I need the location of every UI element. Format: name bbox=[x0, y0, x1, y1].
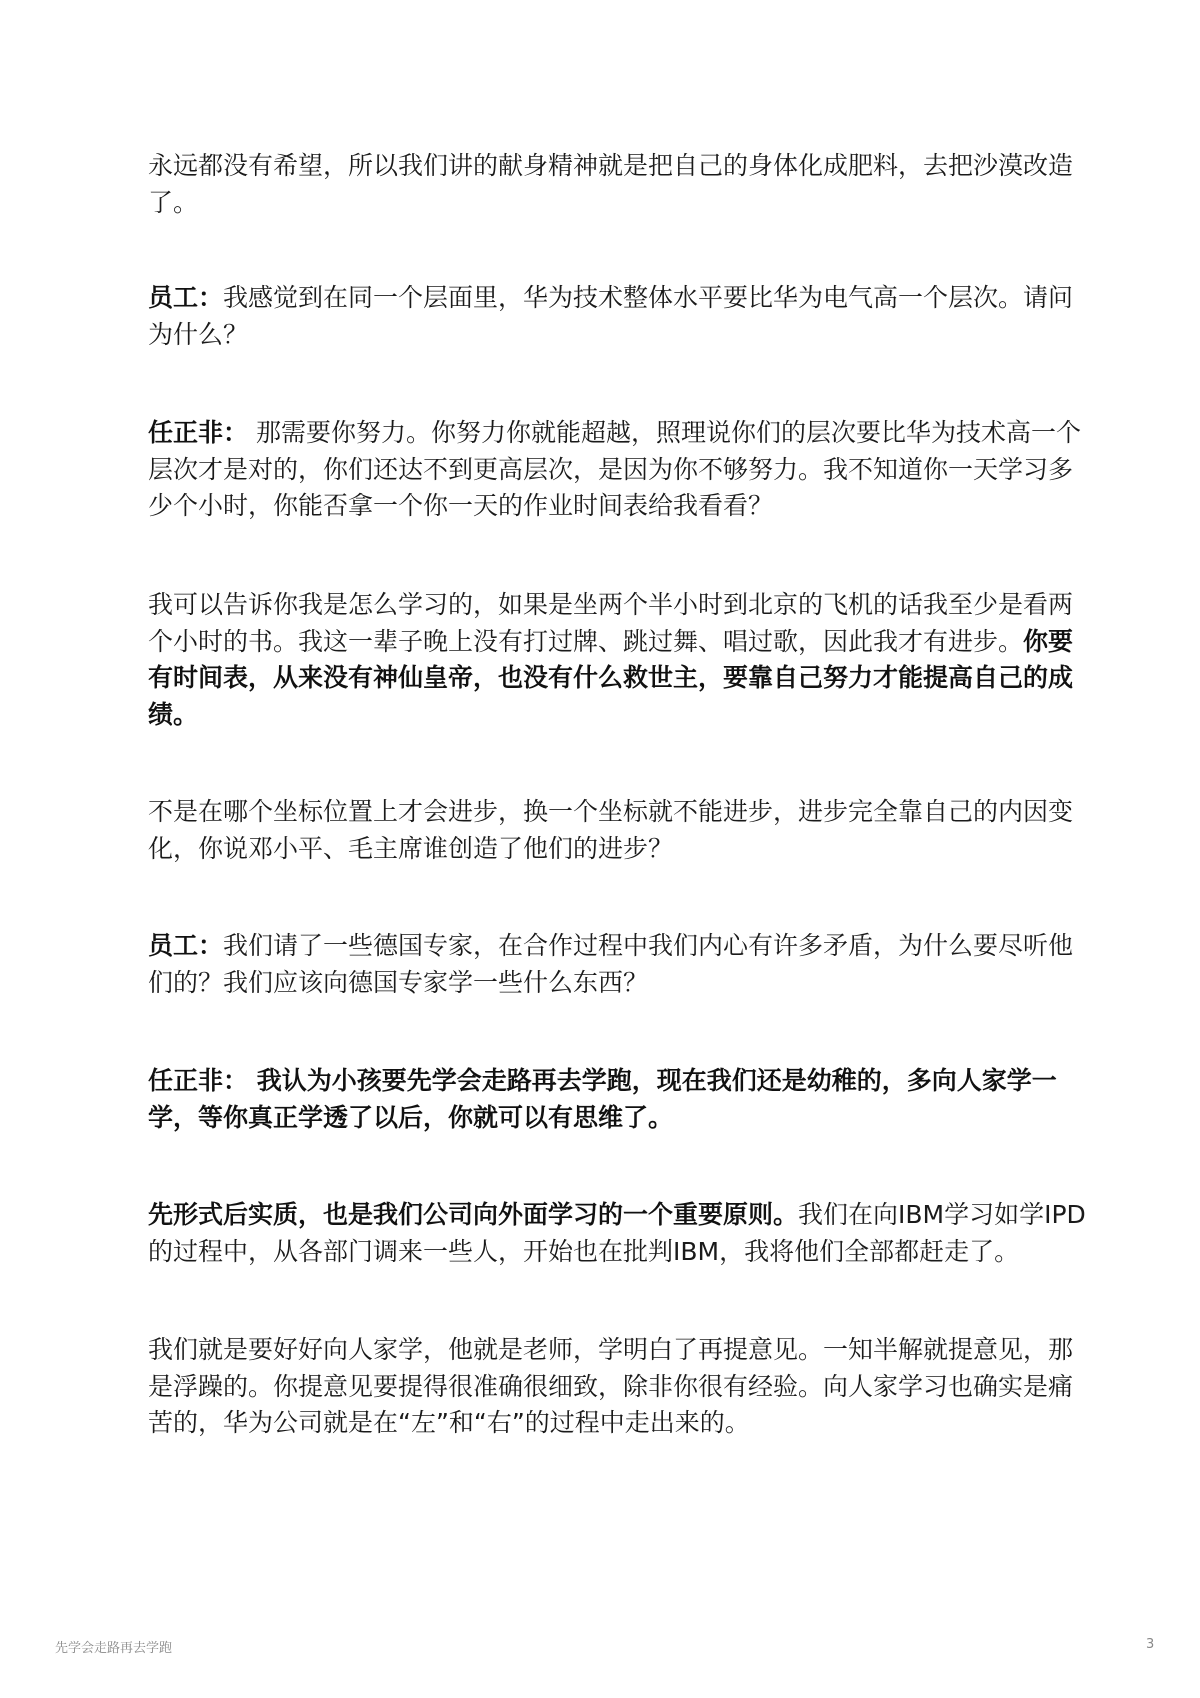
bold-text: 员工： bbox=[148, 283, 224, 312]
bold-text: 先形式后实质，也是我们公司向外面学习的一个重要原则。 bbox=[148, 1200, 799, 1229]
body-text: 我们请了一些德国专家，在合作过程中我们内心有许多矛盾，为什么要尽听他 bbox=[223, 931, 1074, 960]
body-text: 那需要你努力。你努力你就能超越，照理说你们的层次要比华为技术高一个 bbox=[248, 418, 1081, 447]
bold-text: 你要 bbox=[1023, 626, 1074, 656]
paragraph bbox=[148, 1063, 1068, 1136]
paragraph bbox=[148, 794, 1074, 867]
text-line bbox=[148, 697, 1068, 734]
body-text: 为什么？ bbox=[148, 319, 249, 349]
bold-text: 有时间表，从来没有神仙皇帝，也没有什么救世主，要靠自己努力才能提高自己的成 bbox=[148, 663, 1074, 692]
text-line bbox=[148, 415, 1081, 452]
paragraph bbox=[148, 280, 1074, 353]
text-line bbox=[148, 928, 1074, 965]
text-line bbox=[148, 1197, 1086, 1234]
paragraph bbox=[148, 415, 1081, 525]
text-line bbox=[148, 1369, 1074, 1406]
body-text: 不是在哪个坐标位置上才会进步，换一个坐标就不能进步，进步完全靠自己的内因变 bbox=[148, 797, 1074, 826]
body-text: 我可以告诉你我是怎么学习的，如果是坐两个半小时到北京的飞机的话我至少是看两 bbox=[148, 590, 1074, 619]
body-text: 少个小时，你能否拿一个你一天的作业时间表给我看看？ bbox=[148, 491, 774, 520]
text-line bbox=[148, 1063, 1068, 1100]
text-line bbox=[148, 280, 1074, 317]
body-text: 苦的，华为公司就是在“左”和“右”的过程中走出来的。 bbox=[148, 1408, 750, 1437]
page-number: 3 bbox=[1146, 1637, 1155, 1652]
text-line bbox=[148, 488, 1068, 525]
paragraph bbox=[148, 587, 1074, 733]
text-line bbox=[148, 624, 1074, 661]
footer-title: 先学会走路再去学跑 bbox=[55, 1641, 173, 1656]
body-text: 层次才是对的，你们还达不到更高层次，是因为你不够努力。我不知道你一天学习多 bbox=[148, 454, 1074, 484]
bold-text: 绩。 bbox=[148, 699, 199, 729]
body-text: 了。 bbox=[148, 187, 199, 217]
text-line bbox=[148, 148, 1074, 185]
text-line bbox=[148, 452, 1074, 489]
body-text: 个小时的书。我这一辈子晚上没有打过牌、跳过舞、唱过歌，因此我才有进步。 bbox=[148, 626, 1024, 656]
text-line bbox=[148, 1405, 1068, 1442]
paragraph bbox=[148, 928, 1074, 1001]
paragraph bbox=[148, 1332, 1074, 1442]
text-line bbox=[148, 1332, 1074, 1369]
body-text: 我们在向IBM学习如学IPD bbox=[798, 1200, 1086, 1229]
text-line bbox=[148, 965, 1068, 1002]
text-line bbox=[148, 831, 1068, 868]
body-text: 永远都没有希望，所以我们讲的献身精神就是把自己的身体化成肥料，去把沙漠改造 bbox=[148, 151, 1074, 180]
bold-text: 学，等你真正学透了以后，你就可以有思维了。 bbox=[148, 1102, 674, 1132]
body-text: 的过程中，从各部门调来一些人，开始也在批判IBM，我将他们全部都赶走了。 bbox=[148, 1236, 1020, 1266]
text-line bbox=[148, 587, 1074, 624]
text-line bbox=[148, 317, 1068, 354]
body-text: 我感觉到在同一个层面里，华为技术整体水平要比华为电气高一个层次。请问 bbox=[223, 283, 1074, 312]
body-text: 们的？我们应该向德国专家学一些什么东西？ bbox=[148, 967, 649, 997]
text-line bbox=[148, 660, 1074, 697]
body-text: 我们就是要好好向人家学，他就是老师，学明白了再提意见。一知半解就提意见，那 bbox=[148, 1335, 1074, 1364]
bold-text: 任正非： bbox=[148, 418, 249, 447]
bold-text: 员工： bbox=[148, 931, 224, 960]
text-line bbox=[148, 1234, 1068, 1271]
text-line bbox=[148, 794, 1074, 831]
text-line bbox=[148, 185, 1068, 222]
body-text: 是浮躁的。你提意见要提得很准确很细致，除非你很有经验。向人家学习也确实是痛 bbox=[148, 1371, 1074, 1401]
text-line bbox=[148, 1100, 1068, 1137]
bold-text: 任正非： 我认为小孩要先学会走路再去学跑，现在我们还是幼稚的，多向人家学一 bbox=[148, 1066, 1057, 1095]
paragraph bbox=[148, 1197, 1086, 1270]
body-text: 化，你说邓小平、毛主席谁创造了他们的进步？ bbox=[148, 833, 674, 863]
paragraph bbox=[148, 148, 1074, 221]
